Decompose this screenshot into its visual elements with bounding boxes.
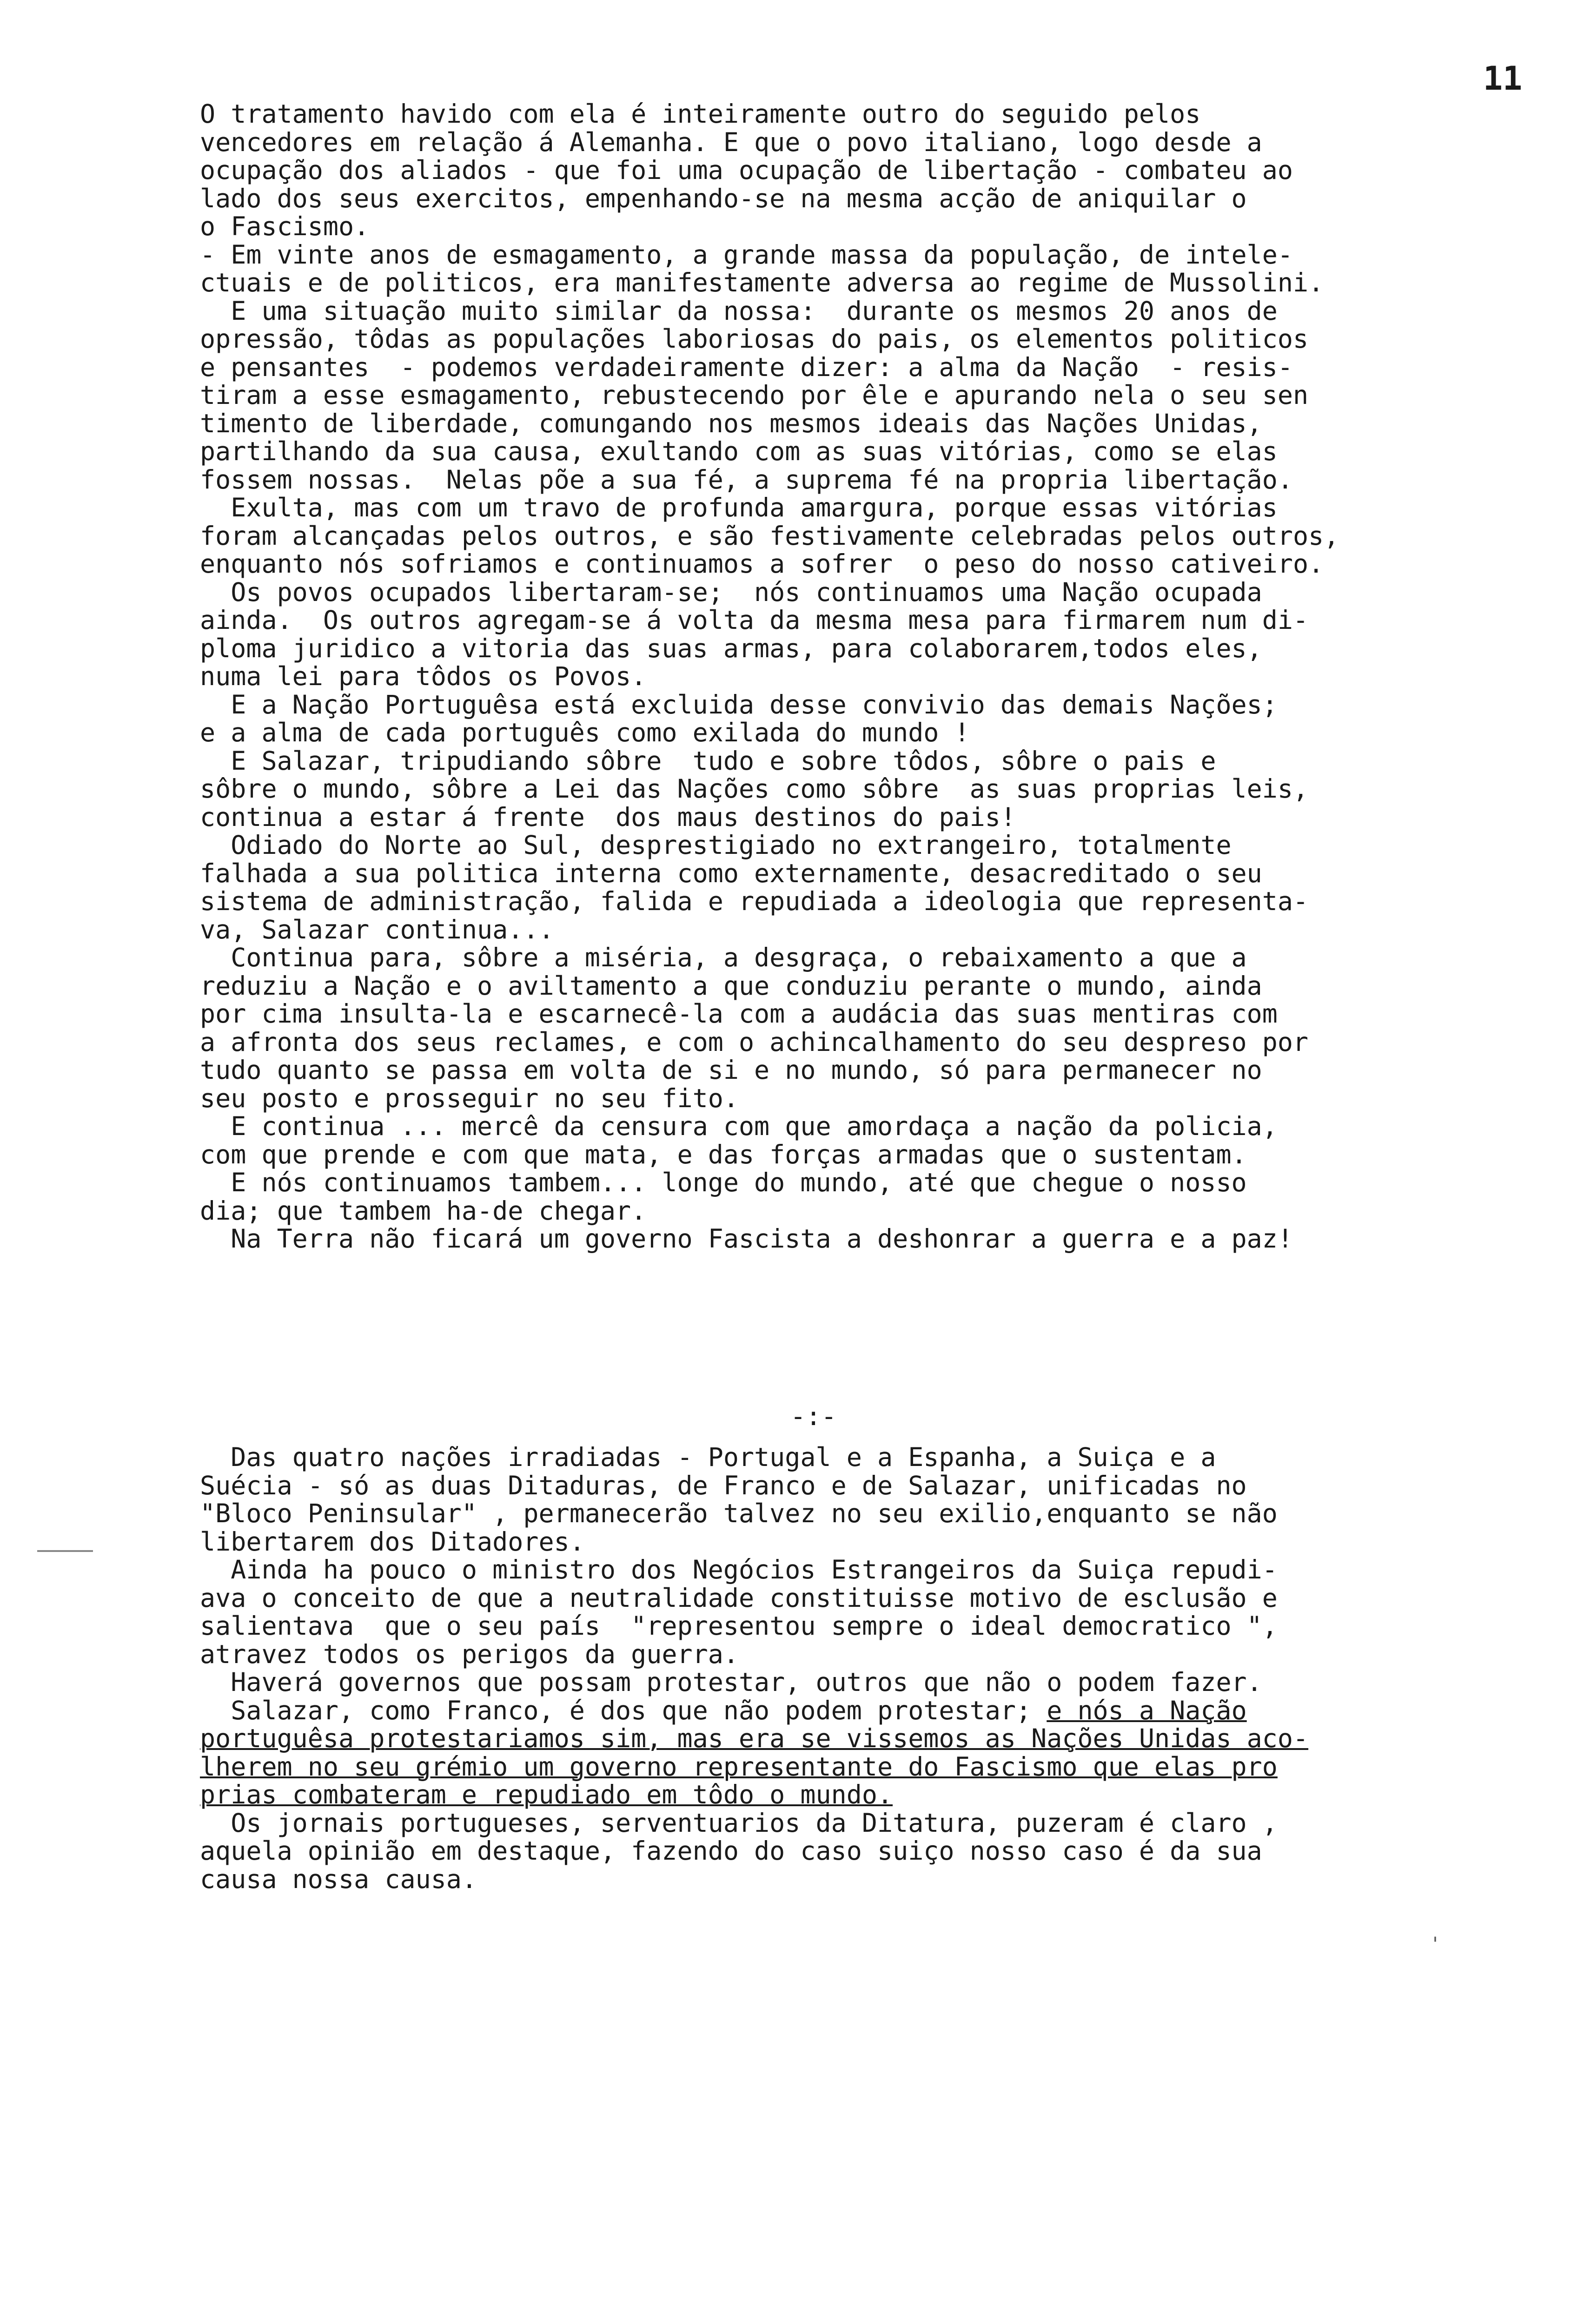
page-number: 11 [1483,59,1523,98]
text-line: E a Nação Portuguêsa está excluida desse convivio das demais Nações; [200,689,1278,720]
text-line: Ainda ha pouco o ministro dos Negócios Estrangeiros da Suiça repudi- [200,1555,1278,1585]
text-line: por cima insulta-la e escarnecê-la com a audácia das suas mentiras com [200,999,1278,1029]
margin-mark [37,1550,93,1552]
text-line: E continua ... mercê da censura com que amordaça a nação da policia, [200,1111,1278,1141]
text-line: E nós continuamos tambem... longe do mundo, até que chegue o nosso [200,1168,1247,1197]
text-line: causa nossa causa. [200,1864,477,1894]
underlined-fragment: e nós a Nação [1047,1695,1247,1725]
text-line: e pensantes - podemos verdadeiramente dizer: a alma da Nação - resis- [200,352,1293,382]
text-line: Os jornais portugueses, serventuarios da Ditatura, puzeram é claro , [200,1808,1278,1838]
text-line: ploma juridico a vitoria das suas armas, para colaborarem,todos eles, [200,633,1262,663]
text-line: ctuais e de politicos, era manifestamente adversa ao regime de Mussolini. [200,268,1324,297]
text-line: fossem nossas. Nelas põe a sua fé, a suprema fé na propria libertação. [200,464,1293,495]
text-line: seu posto e prosseguir no seu fito. [200,1083,739,1113]
text-line: Na Terra não ficará um governo Fascista a deshonrar a guerra e a paz! [200,1224,1293,1254]
underlined-line: portuguêsa protestariamos sim, mas era se vissemos as Nações Unidas aco- [200,1723,1309,1753]
text-line: partilhando da sua causa, exultando com as suas vitórias, como se elas [200,436,1278,466]
text-line: Continua para, sôbre a miséria, a desgraça, o rebaixamento a que a [200,943,1247,972]
text-line: - Em vinte anos de esmagamento, a grande massa da população, de intele- [200,239,1293,270]
text-line: Odiado do Norte ao Sul, desprestigiado no extrangeiro, totalmente [200,830,1232,860]
text-line: tudo quanto se passa em volta de si e no mundo, só para permanecer no [200,1055,1262,1085]
text-line: va, Salazar continua... [200,914,554,944]
text-line: Suécia - só as duas Ditaduras, de Franco e de Salazar, unificadas no [200,1470,1247,1500]
text-line: E uma situação muito similar da nossa: durante os mesmos 20 anos de [200,296,1278,326]
underlined-line: lherem no seu grémio um governo representante do Fascismo que elas pro [200,1751,1278,1782]
text-line: o Fascismo. [200,211,370,241]
text-line [200,1697,1557,1725]
text-line: falhada a sua politica interna como externamente, desacreditado o seu [200,858,1262,888]
text-line: dia; que tambem ha-de chegar. [200,1195,647,1226]
text-line: ava o conceito de que a neutralidade constituisse motivo de esclusão e [200,1583,1278,1613]
text-line: Os povos ocupados libertaram-se; nós continuamos uma Nação ocupada [200,577,1262,607]
text-line: sôbre o mundo, sôbre a Lei das Nações como sôbre as suas proprias leis, [200,774,1309,804]
text-line: Das quatro nações irradiadas - Portugal e a Espanha, a Suiça e a [200,1442,1216,1472]
text-fragment: Salazar, como Franco, é dos que não podem protestar; [200,1695,1047,1725]
text-line: libertarem dos Ditadores. [200,1526,585,1557]
section-break: -:- [790,1401,837,1431]
text-line: continua a estar á frente dos maus destinos do pais! [200,802,1016,832]
text-line: lado dos seus exercitos, empenhando-se na mesma acção de aniquilar o [200,183,1247,213]
text-line: opressão, tôdas as populações laboriosas do pais, os elementos politicos [200,324,1309,354]
text-line: aquela opinião em destaque, fazendo do caso suiço nosso caso é da sua [200,1836,1262,1866]
text-line: e a alma de cada português como exilada do mundo ! [200,718,970,747]
text-line: E Salazar, tripudiando sôbre tudo e sobre tôdos, sôbre o pais e [200,746,1216,776]
text-line: Exulta, mas com um travo de profunda amargura, porque essas vitórias [200,493,1278,522]
text-line: O tratamento havido com ela é inteiramente outro do seguido pelos [200,99,1201,129]
body-text-part2 [200,1443,1557,1893]
text-line: timento de liberdade, comungando nos mesmos ideais das Nações Unidas, [200,408,1262,438]
text-line: Haverá governos que possam protestar, outros que não o podem fazer. [200,1667,1262,1697]
text-line: ocupação dos aliados - que foi uma ocupação de libertação - combateu ao [200,155,1293,185]
text-line: salientava que o seu país "representou sempre o ideal democratico ", [200,1611,1278,1641]
text-line: ainda. Os outros agregam-se á volta da mesma mesa para firmarem num di- [200,605,1309,635]
text-line: com que prende e com que mata, e das forças armadas que o sustentam. [200,1139,1247,1169]
text-line: "Bloco Peninsular" , permanecerão talvez no seu exilio,enquanto se não [200,1499,1278,1528]
text-line: tiram a esse esmagamento, rebustecendo por êle e apurando nela o seu sen [200,380,1309,410]
text-line: foram alcançadas pelos outros, e são festivamente celebradas pelos outros, [200,521,1339,551]
text-line: numa lei para tôdos os Povos. [200,661,647,691]
text-line: a afronta dos seus reclames, e com o achincalhamento do seu despreso por [200,1027,1309,1057]
text-line: atravez todos os perigos da guerra. [200,1639,739,1669]
underlined-line: prias combateram e repudiado em tôdo o mundo. [200,1780,893,1809]
text-line: vencedores em relação á Alemanha. E que o povo italiano, logo desde a [200,127,1262,157]
text-line: enquanto nós sofriamos e continuamos a sofrer o peso do nosso cativeiro. [200,549,1324,579]
body-text-part1 [200,100,1557,1253]
signature-tick: ' [1430,1934,1441,1955]
text-line: sistema de administração, falida e repudiada a ideologia que representa- [200,886,1309,916]
text-line: reduziu a Nação e o aviltamento a que conduziu perante o mundo, ainda [200,971,1262,1001]
